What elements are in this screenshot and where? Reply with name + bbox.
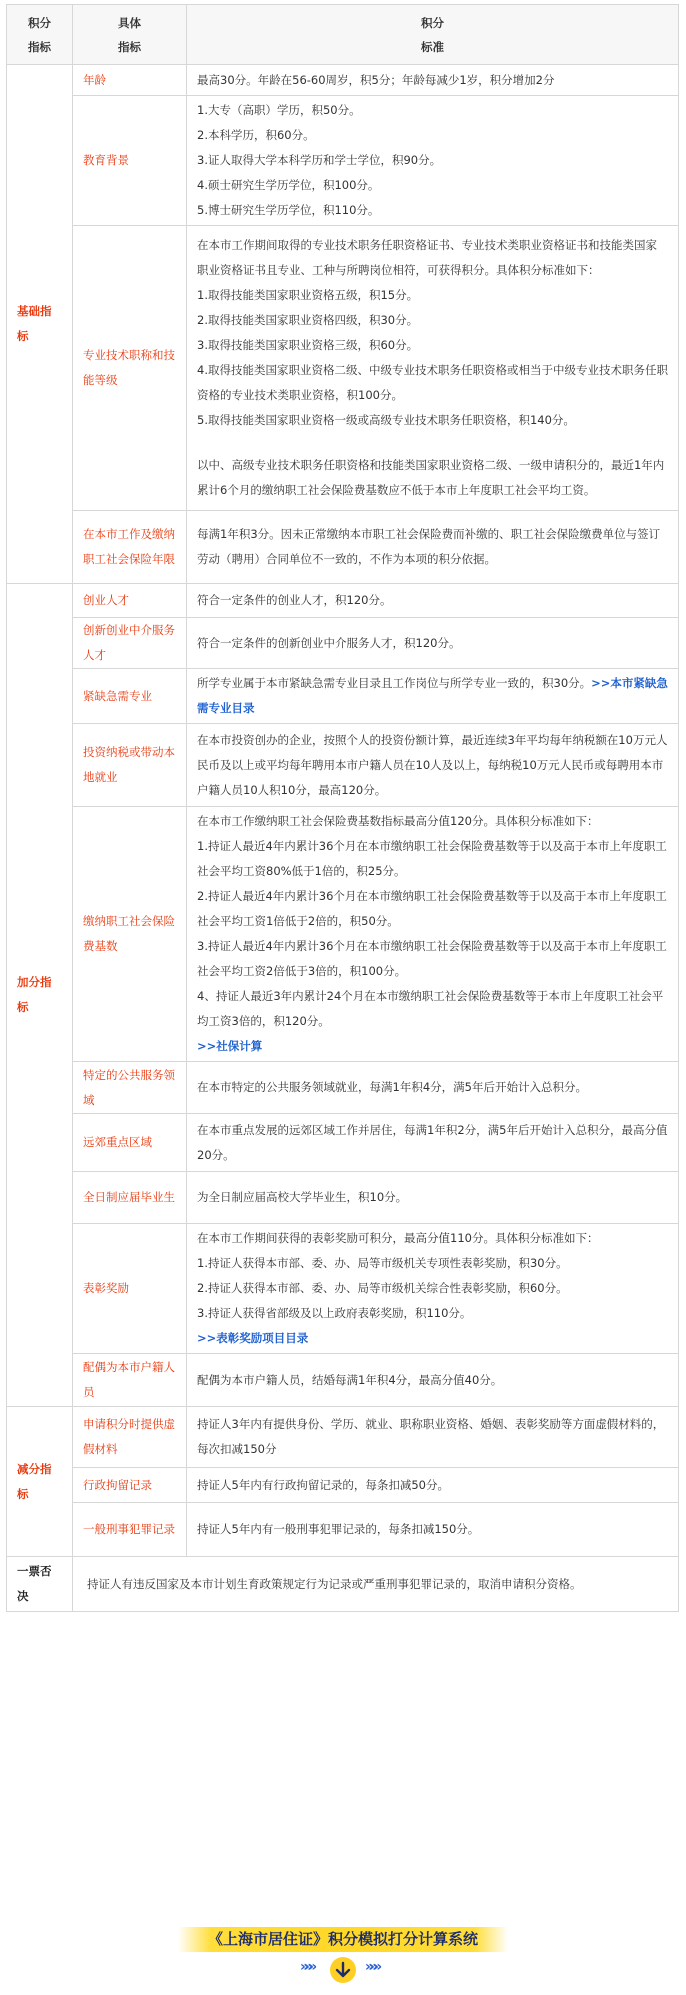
item-standard bbox=[187, 1114, 679, 1172]
item-name: 远郊重点区域 bbox=[73, 1114, 187, 1172]
item-standard bbox=[187, 96, 679, 226]
table-header bbox=[7, 5, 679, 65]
table-row bbox=[7, 724, 679, 807]
item-name: 专业技术职称和技能等级 bbox=[73, 226, 187, 511]
standard-line: 2.持证人最近4年内累计36个月在本市缴纳职工社会保险费基数等于以及高于本市上年度职工社会平均工资1倍低于2倍的，积50分。 bbox=[197, 889, 667, 928]
standard-line: 2.取得技能类国家职业资格四级，积30分。 bbox=[197, 313, 419, 327]
standard-line: 在本市工作期间获得的表彰奖励可积分，最高分值110分。具体积分标准如下： bbox=[197, 1231, 599, 1245]
item-standard bbox=[187, 1062, 679, 1114]
table-row bbox=[7, 1503, 679, 1557]
standard-line: 在本市工作缴纳职工社会保险费基数指标最高分值120分。具体积分标准如下： bbox=[197, 814, 599, 828]
item-standard bbox=[187, 226, 679, 511]
standard-line: 2.本科学历，积60分。 bbox=[197, 128, 315, 142]
item-name: 在本市工作及缴纳职工社会保险年限 bbox=[73, 511, 187, 584]
item-standard bbox=[187, 1354, 679, 1407]
table-row bbox=[7, 669, 679, 724]
standard-line: 每满1年积3分。因未正常缴纳本市职工社会保险费而补缴的、职工社会保险缴费单位与签订劳动（聘用）合同单位不一致的，不作为本项的积分依据。 bbox=[197, 527, 661, 566]
standard-line: 3.取得技能类国家职业资格三级，积60分。 bbox=[197, 338, 419, 352]
item-name: 年龄 bbox=[73, 65, 187, 96]
category-veto: 一票否决 bbox=[7, 1557, 73, 1612]
standard-line: 在本市工作期间取得的专业技术职务任职资格证书、专业技术类职业资格证书和技能类国家职业资格证书且专业、工种与所聘岗位相符，可获得积分。具体积分标准如下： bbox=[197, 238, 657, 277]
table-row bbox=[7, 1407, 679, 1468]
item-standard bbox=[187, 1407, 679, 1468]
item-name: 缴纳职工社会保险费基数 bbox=[73, 807, 187, 1062]
standard-line: 3.证人取得大学本科学历和学士学位，积90分。 bbox=[197, 153, 442, 167]
veto-standard: 持证人有违反国家及本市计划生育政策规定行为记录或严重刑事犯罪记录的，取消申请积分资格。 bbox=[73, 1557, 679, 1612]
item-name: 创新创业中介服务人才 bbox=[73, 618, 187, 669]
standard-line: 为全日制应届高校大学毕业生，积10分。 bbox=[197, 1190, 408, 1204]
standard-line: 最高30分。年龄在56-60周岁，积5分；年龄每减少1岁，积分增加2分 bbox=[197, 72, 555, 87]
item-standard bbox=[187, 1468, 679, 1503]
category-basic: 基础指标 bbox=[7, 65, 73, 584]
calculator-banner[interactable]: 《上海市居住证》积分模拟打分计算系统 bbox=[178, 1927, 508, 1952]
standard-line: 2.持证人获得本市部、委、办、局等市级机关综合性表彰奖励，积60分。 bbox=[197, 1281, 568, 1295]
chevron-left-icon: »»» bbox=[300, 1959, 313, 1975]
item-name: 表彰奖励 bbox=[73, 1224, 187, 1354]
header-indicator: 积分 指标 bbox=[7, 5, 73, 65]
social-insurance-calc-link[interactable]: >>社保计算 bbox=[197, 1039, 263, 1053]
item-name: 创业人才 bbox=[73, 584, 187, 618]
standard-line: 持证人3年内有提供身份、学历、就业、职称职业资格、婚姻、表彰奖励等方面虚假材料的，每次扣减150分 bbox=[197, 1417, 665, 1456]
header-specific: 具体 指标 bbox=[73, 5, 187, 65]
item-standard bbox=[187, 1224, 679, 1354]
table-row bbox=[7, 511, 679, 584]
table-row bbox=[7, 96, 679, 226]
standard-line: 在本市重点发展的远郊区域工作并居住，每满1年积2分，满5年后开始计入总积分，最高分值20分。 bbox=[197, 1122, 668, 1162]
arrow-down-icon[interactable] bbox=[330, 1957, 356, 1983]
item-name: 全日制应届毕业生 bbox=[73, 1172, 187, 1224]
standard-line: 1.持证人获得本市部、委、办、局等市级机关专项性表彰奖励，积30分。 bbox=[197, 1256, 568, 1270]
item-name: 申请积分时提供虚假材料 bbox=[73, 1407, 187, 1468]
item-name: 特定的公共服务领域 bbox=[73, 1062, 187, 1114]
item-standard bbox=[187, 1503, 679, 1557]
item-standard bbox=[187, 511, 679, 584]
item-name: 投资纳税或带动本地就业 bbox=[73, 724, 187, 807]
table-row bbox=[7, 1468, 679, 1503]
item-note: 以中、高级专业技术职务任职资格和技能类国家职业资格二级、一级申请积分的，最近1年内累计6个月的缴纳职工社会保险费基数应不低于本市上年度职工社会平均工资。 bbox=[197, 458, 665, 497]
table-row bbox=[7, 226, 679, 511]
table-row bbox=[7, 65, 679, 96]
header-standard: 积分 标准 bbox=[187, 5, 679, 65]
table-row bbox=[7, 1114, 679, 1172]
shortage-directory-link[interactable]: >>本市紧缺急需专业目录 bbox=[197, 676, 668, 715]
standard-line: 5.取得技能类国家职业资格一级或高级专业技术职务任职资格，积140分。 bbox=[197, 413, 575, 427]
table-row bbox=[7, 1224, 679, 1354]
item-name: 教育背景 bbox=[73, 96, 187, 226]
standard-text: 所学专业属于本市紧缺急需专业目录且工作岗位与所学专业一致的，积30分。 bbox=[197, 676, 592, 690]
table-row bbox=[7, 1172, 679, 1224]
standard-line: 3.持证人获得省部级及以上政府表彰奖励，积110分。 bbox=[197, 1306, 472, 1320]
item-standard bbox=[187, 65, 679, 96]
item-name: 行政拘留记录 bbox=[73, 1468, 187, 1503]
table-row bbox=[7, 1354, 679, 1407]
table-row bbox=[7, 1062, 679, 1114]
standard-line: 在本市投资创办的企业，按照个人的投资份额计算，最近连续3年平均每年纳税额在10万元人民币及以上或平均每年聘用本市户籍人员在10人及以上，每纳税10万元人民币或每聘用本市户籍人员10人积10分，最高120分。 bbox=[197, 732, 668, 797]
table-row bbox=[7, 584, 679, 618]
standard-line: 在本市特定的公共服务领域就业，每满1年积4分，满5年后开始计入总积分。 bbox=[197, 1080, 587, 1094]
table-row bbox=[7, 1557, 679, 1612]
item-standard bbox=[187, 724, 679, 807]
item-name: 紧缺急需专业 bbox=[73, 669, 187, 724]
item-standard bbox=[187, 807, 679, 1062]
standard-line: 持证人5年内有行政拘留记录的，每条扣减50分。 bbox=[197, 1477, 449, 1492]
item-standard bbox=[187, 669, 679, 724]
commendation-directory-link[interactable]: >>表彰奖励项目目录 bbox=[197, 1331, 309, 1345]
category-deduct: 减分指标 bbox=[7, 1407, 73, 1557]
standard-line: 4.硕士研究生学历学位，积100分。 bbox=[197, 178, 380, 192]
standard-line: 1.取得技能类国家职业资格五级，积15分。 bbox=[197, 288, 419, 302]
item-standard bbox=[187, 1172, 679, 1224]
standard-line: 5.博士研究生学历学位，积110分。 bbox=[197, 203, 380, 217]
chevron-right-icon: »»» bbox=[365, 1959, 378, 1975]
item-standard bbox=[187, 618, 679, 669]
standard-line: 1.大专（高职）学历，积50分。 bbox=[197, 103, 361, 117]
table-row bbox=[7, 618, 679, 669]
standard-line: 3.持证人最近4年内累计36个月在本市缴纳职工社会保险费基数等于以及高于本市上年度职工社会平均工资2倍低于3倍的，积100分。 bbox=[197, 939, 667, 978]
item-name: 配偶为本市户籍人员 bbox=[73, 1354, 187, 1407]
standard-line: 4.取得技能类国家职业资格二级、中级专业技术职务任职资格或相当于中级专业技术职务任职资格的专业技术类职业资格，积100分。 bbox=[197, 363, 668, 402]
points-table bbox=[6, 4, 679, 1612]
standard-line: 符合一定条件的创新创业中介服务人才，积120分。 bbox=[197, 635, 461, 650]
item-name: 一般刑事犯罪记录 bbox=[73, 1503, 187, 1557]
standard-line: 4、持证人最近3年内累计24个月在本市缴纳职工社会保险费基数等于本市上年度职工社会平均工资3倍的，积120分。 bbox=[197, 989, 664, 1028]
standard-line: 配偶为本市户籍人员，结婚每满1年积4分，最高分值40分。 bbox=[197, 1372, 503, 1387]
category-bonus: 加分指标 bbox=[7, 584, 73, 1407]
footer bbox=[0, 1918, 686, 1995]
standard-line: 持证人5年内有一般刑事犯罪记录的，每条扣减150分。 bbox=[197, 1522, 480, 1536]
item-standard bbox=[187, 584, 679, 618]
standard-line: 1.持证人最近4年内累计36个月在本市缴纳职工社会保险费基数等于以及高于本市上年度职工社会平均工资80%低于1倍的，积25分。 bbox=[197, 839, 667, 878]
table-row bbox=[7, 807, 679, 1062]
standard-line: 符合一定条件的创业人才，积120分。 bbox=[197, 593, 392, 607]
